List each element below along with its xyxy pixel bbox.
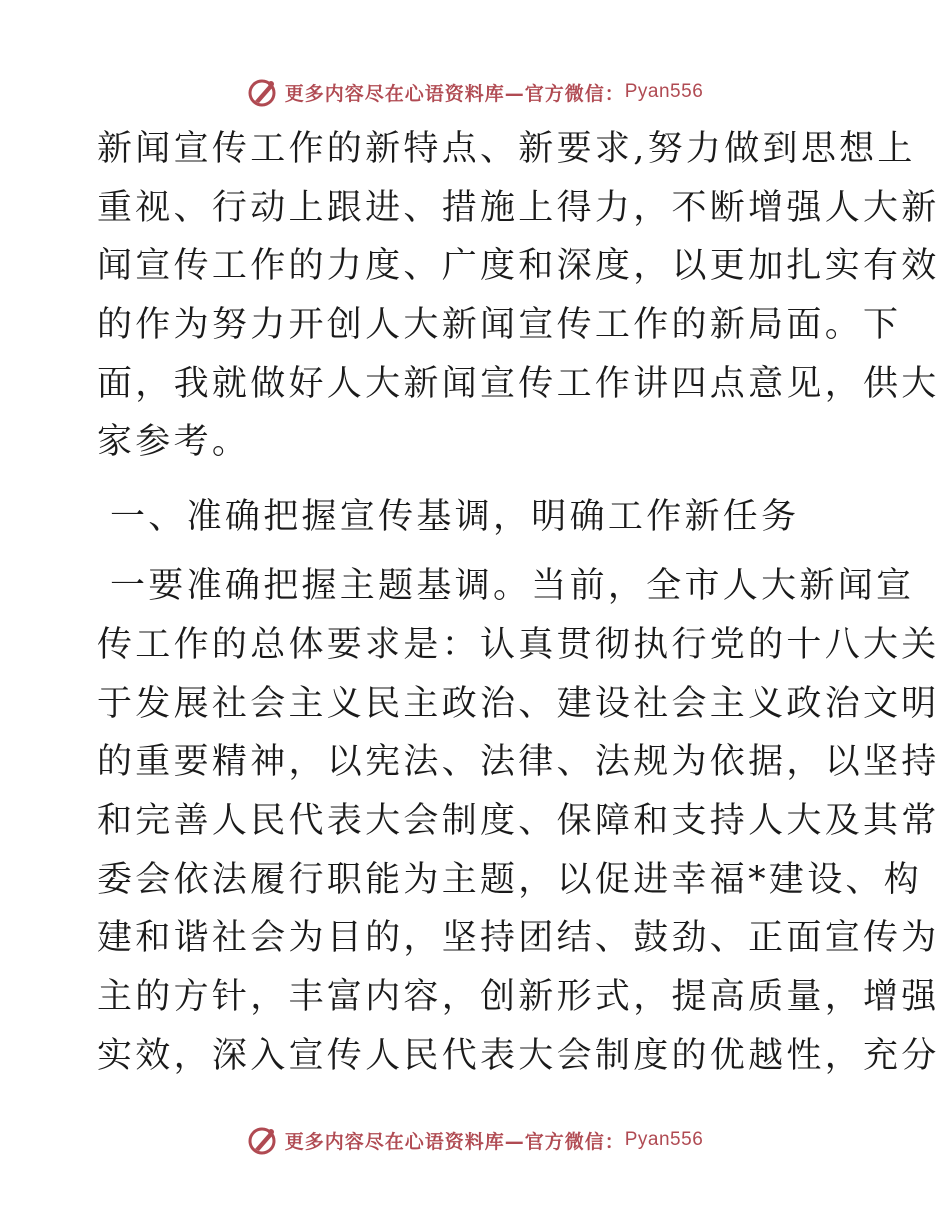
footer-wechat-id: Pyan556 [624,1129,704,1150]
text-line: 和完善人民代表大会制度、保障和支持人大及其常 [97,801,940,842]
header-wechat-id: Pyan556 [624,81,704,102]
text-line: 闻宣传工作的力度、广度和深度，以更加扎实有效 [97,246,940,287]
text-line: 传工作的总体要求是：认真贯彻执行党的十八大关 [97,625,940,665]
text-line: 实效，深入宣传人民代表大会制度的优越性，充分 [97,1035,940,1076]
text-line: 新闻宣传工作的新特点、新要求,努力做到思想上 [97,129,916,169]
text-line: 面，我就做好人大新闻宣传工作讲四点意见，供大 [97,363,940,404]
section-heading [110,488,870,547]
paragraph-1 [97,120,940,472]
text-line: 主的方针，丰富内容，创新形式，提高质量，增强 [97,977,940,1018]
footer-text: 更多内容尽在心语资料库—官方微信： [284,1130,625,1153]
pen-nib-logo-icon [247,75,281,109]
text-line: 委会依法履行职能为主题，以促进幸福*建设、构 [97,859,923,900]
heading-text: 一、准确把握宣传基调，明确工作新任务 [110,497,800,537]
text-line: 一要准确把握主题基调。当前，全市人大新闻宣 [110,566,915,606]
paragraph-2 [97,616,940,1086]
text-line: 建和谐社会为目的，坚持团结、鼓劲、正面宣传为 [97,918,940,959]
footer-banner [0,1120,950,1160]
text-line: 重视、行动上跟进、措施上得力，不断增强人大新 [97,187,940,228]
paragraph-2-first-line [110,557,915,616]
pen-nib-logo-icon [247,1123,281,1157]
text-line: 的作为努力开创人大新闻宣传工作的新局面。下 [97,305,902,346]
header-banner [0,72,950,112]
text-line: 的重要精神，以宪法、法律、法规为依据，以坚持 [97,742,940,783]
text-line: 家参考。 [97,422,251,463]
text-line: 于发展社会主义民主政治、建设社会主义政治文明 [97,683,940,724]
header-text: 更多内容尽在心语资料库—官方微信： [284,82,625,105]
